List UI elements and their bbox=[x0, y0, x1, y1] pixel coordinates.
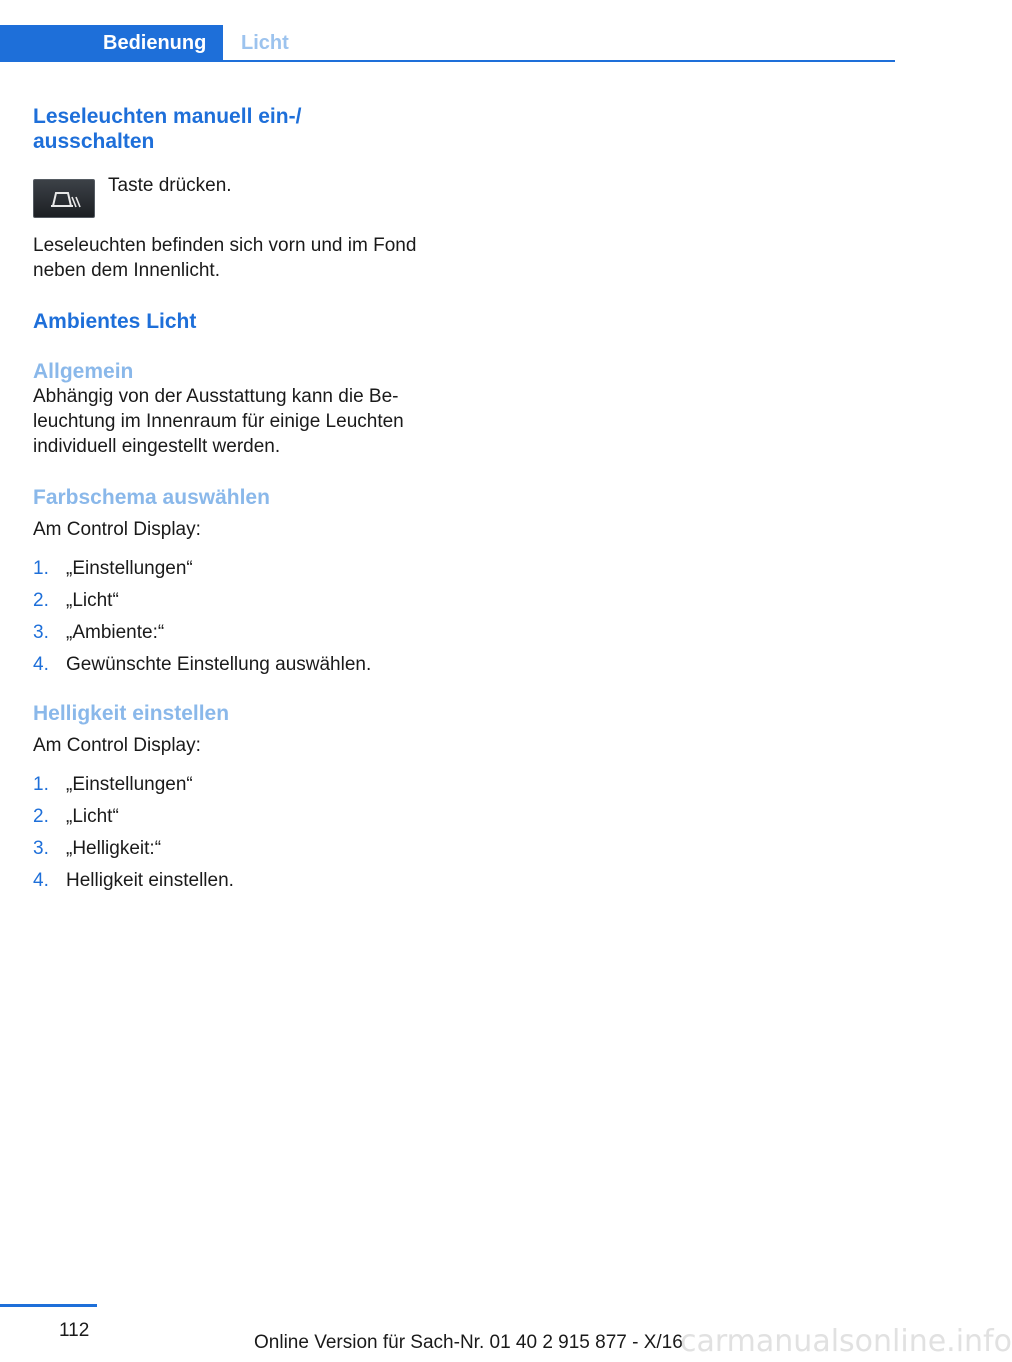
watermark: carmanualsonline.info bbox=[680, 1324, 1012, 1359]
helligkeit-intro: Am Control Display: bbox=[33, 735, 201, 756]
step-number: 4. bbox=[33, 654, 49, 675]
leseleuchten-paragraph bbox=[33, 233, 443, 283]
subsection-title-allgemein: Allgemein bbox=[33, 360, 134, 383]
section-title-ambientes-licht: Ambientes Licht bbox=[33, 310, 197, 333]
chapter-header bbox=[0, 25, 895, 63]
step-text: Gewünschte Einstellung auswählen. bbox=[66, 654, 372, 675]
button-instruction bbox=[33, 175, 443, 221]
list-item bbox=[33, 620, 443, 652]
farbschema-steps bbox=[33, 556, 443, 684]
step-text: „Licht“ bbox=[66, 590, 119, 611]
step-number: 3. bbox=[33, 838, 49, 859]
list-item bbox=[33, 588, 443, 620]
step-text: „Einstellungen“ bbox=[66, 774, 193, 795]
step-number: 1. bbox=[33, 774, 49, 795]
reading-light-button-icon bbox=[33, 179, 95, 218]
page-number: 112 bbox=[59, 1320, 90, 1341]
subsection-title-helligkeit: Helligkeit einstellen bbox=[33, 702, 230, 725]
step-text: „Helligkeit:“ bbox=[66, 838, 162, 859]
step-text: Helligkeit einstellen. bbox=[66, 870, 234, 891]
button-instruction-text: Taste drücken. bbox=[108, 175, 232, 196]
list-item bbox=[33, 556, 443, 588]
step-number: 2. bbox=[33, 806, 49, 827]
para-line: Abhängig von der Ausstattung kann die Be‐ bbox=[33, 386, 399, 407]
para-line: neben dem Innenlicht. bbox=[33, 260, 220, 281]
step-number: 4. bbox=[33, 870, 49, 891]
step-number: 1. bbox=[33, 558, 49, 579]
list-item bbox=[33, 836, 443, 868]
list-item bbox=[33, 652, 443, 684]
para-line: Leseleuchten befinden sich vorn und im Fond bbox=[33, 235, 417, 256]
farbschema-intro: Am Control Display: bbox=[33, 519, 201, 540]
list-item bbox=[33, 772, 443, 804]
section-title-line1: Leseleuchten manuell ein-/ bbox=[33, 105, 302, 128]
step-text: „Einstellungen“ bbox=[66, 558, 193, 579]
footer-rule bbox=[0, 1304, 97, 1307]
allgemein-paragraph bbox=[33, 384, 443, 459]
helligkeit-steps bbox=[33, 772, 443, 900]
section-title-line2: ausschalten bbox=[33, 130, 155, 153]
step-number: 3. bbox=[33, 622, 49, 643]
list-item bbox=[33, 804, 443, 836]
section-title-leseleuchten bbox=[33, 104, 443, 154]
list-item bbox=[33, 868, 443, 900]
para-line: individuell eingestellt werden. bbox=[33, 436, 281, 457]
online-version-text: Online Version für Sach-Nr. 01 40 2 915 877 - X/16 bbox=[254, 1332, 683, 1353]
subsection-title-farbschema: Farbschema auswählen bbox=[33, 486, 270, 509]
step-text: „Licht“ bbox=[66, 806, 119, 827]
page-content bbox=[33, 104, 443, 900]
step-number: 2. bbox=[33, 590, 49, 611]
tab-bedienung[interactable]: Bedienung bbox=[0, 25, 223, 62]
tab-licht[interactable]: Licht bbox=[241, 32, 289, 54]
para-line: leuchtung im Innenraum für einige Leuchten bbox=[33, 411, 404, 432]
step-text: „Ambiente:“ bbox=[66, 622, 165, 643]
